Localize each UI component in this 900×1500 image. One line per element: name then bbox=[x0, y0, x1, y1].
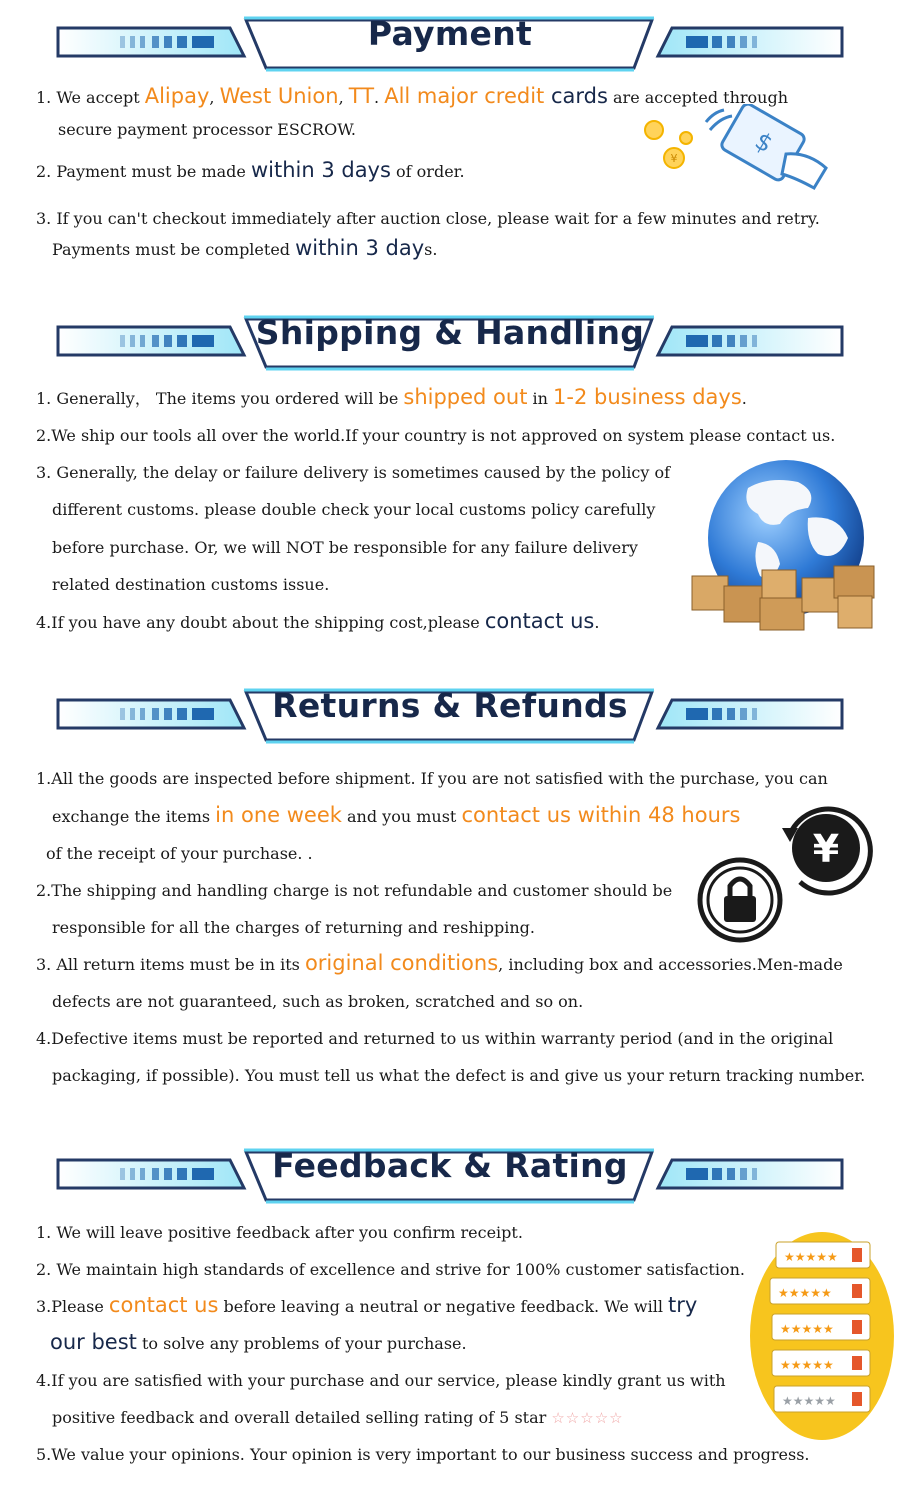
returns-line-6: 3. All return items must be in its original conditions, including box and accessories.Men-made bbox=[36, 951, 843, 975]
feedback-line-1: 1. We will leave positive feedback after you confirm receipt. bbox=[36, 1223, 523, 1242]
returns-section-banner bbox=[0, 678, 900, 748]
hand-phone-payment-icon bbox=[636, 104, 836, 194]
svg-text:$: $ bbox=[750, 126, 778, 159]
returns-section-title: Returns & Refunds bbox=[272, 686, 628, 725]
feedback-line-5: 4.If you are satisfied with your purchase and our service, please kindly grant us with bbox=[36, 1371, 726, 1390]
returns-line-7: defects are not guaranteed, such as broken, scratched and so on. bbox=[52, 992, 584, 1011]
shipping-line-5: before purchase. Or, we will NOT be responsible for any failure delivery bbox=[52, 538, 638, 557]
payment-line-3: 2. Payment must be made within 3 days of order. bbox=[36, 158, 465, 182]
returns-line-9: packaging, if possible). You must tell us what the defect is and give us your return tracking number. bbox=[52, 1066, 866, 1085]
payment-line-4: 3. If you can't checkout immediately after auction close, please wait for a few minutes and retry. bbox=[36, 209, 820, 228]
svg-text:★★★★★: ★★★★★ bbox=[780, 1322, 834, 1336]
returns-line-8: 4.Defective items must be reported and returned to us within warranty period (and in the original bbox=[36, 1029, 834, 1048]
svg-text:¥: ¥ bbox=[670, 152, 678, 165]
feedback-section-title: Feedback & Rating bbox=[272, 1146, 628, 1185]
feedback-line-2: 2. We maintain high standards of excellence and strive for 100% customer satisfaction. bbox=[36, 1260, 745, 1279]
payment-section-banner bbox=[0, 6, 900, 76]
globe-boxes-icon bbox=[688, 458, 888, 636]
payment-line-2: secure payment processor ESCROW. bbox=[58, 120, 356, 139]
feedback-line-7: 5.We value your opinions. Your opinion is very important to our business success and progress. bbox=[36, 1445, 810, 1464]
returns-line-4: 2.The shipping and handling charge is not refundable and customer should be bbox=[36, 881, 673, 900]
returns-line-3: of the receipt of your purchase. . bbox=[46, 844, 313, 863]
svg-text:★★★★★: ★★★★★ bbox=[782, 1394, 836, 1408]
svg-text:★★★★★: ★★★★★ bbox=[780, 1358, 834, 1372]
yuan-symbol: ¥ bbox=[812, 827, 840, 871]
shipping-section-banner bbox=[0, 305, 900, 375]
svg-text:★★★★★: ★★★★★ bbox=[784, 1250, 838, 1264]
shipping-line-6: related destination customs issue. bbox=[52, 575, 330, 594]
payment-line-1: 1. We accept Alipay, West Union, TT. All major credit cards are accepted through bbox=[36, 84, 789, 108]
shipping-line-3: 3. Generally, the delay or failure delivery is sometimes caused by the policy of bbox=[36, 463, 671, 482]
returns-line-2: exchange the items in one week and you must contact us within 48 hours bbox=[52, 803, 741, 827]
rating-stars-icon bbox=[748, 1230, 898, 1442]
feedback-section-banner bbox=[0, 1138, 900, 1208]
shipping-line-4: different customs. please double check your local customs policy carefully bbox=[52, 500, 656, 519]
returns-line-5: responsible for all the charges of returning and reshipping. bbox=[52, 918, 535, 937]
payment-line-5: Payments must be completed within 3 days. bbox=[52, 236, 438, 260]
feedback-line-6: positive feedback and overall detailed selling rating of 5 star ☆☆☆☆☆ bbox=[52, 1408, 624, 1427]
shipping-section-title: Shipping & Handling bbox=[255, 313, 645, 352]
feedback-line-4: our best to solve any problems of your purchase. bbox=[50, 1330, 467, 1354]
svg-text:★★★★★: ★★★★★ bbox=[778, 1286, 832, 1300]
lock-refund-icon bbox=[690, 798, 880, 948]
shipping-line-1: 1. Generally， The items you ordered will be shipped out in 1-2 business days. bbox=[36, 385, 747, 409]
returns-line-1: 1.All the goods are inspected before shipment. If you are not satisfied with the purchase, you can bbox=[36, 769, 828, 788]
five-star-outline-icons: ☆☆☆☆☆ bbox=[551, 1409, 624, 1427]
feedback-line-3: 3.Please contact us before leaving a neutral or negative feedback. We will try bbox=[36, 1293, 698, 1317]
shipping-line-2: 2.We ship our tools all over the world.If your country is not approved on system please contact us. bbox=[36, 426, 836, 445]
payment-section-title: Payment bbox=[367, 14, 533, 53]
shipping-line-7: 4.If you have any doubt about the shipping cost,please contact us. bbox=[36, 609, 600, 633]
